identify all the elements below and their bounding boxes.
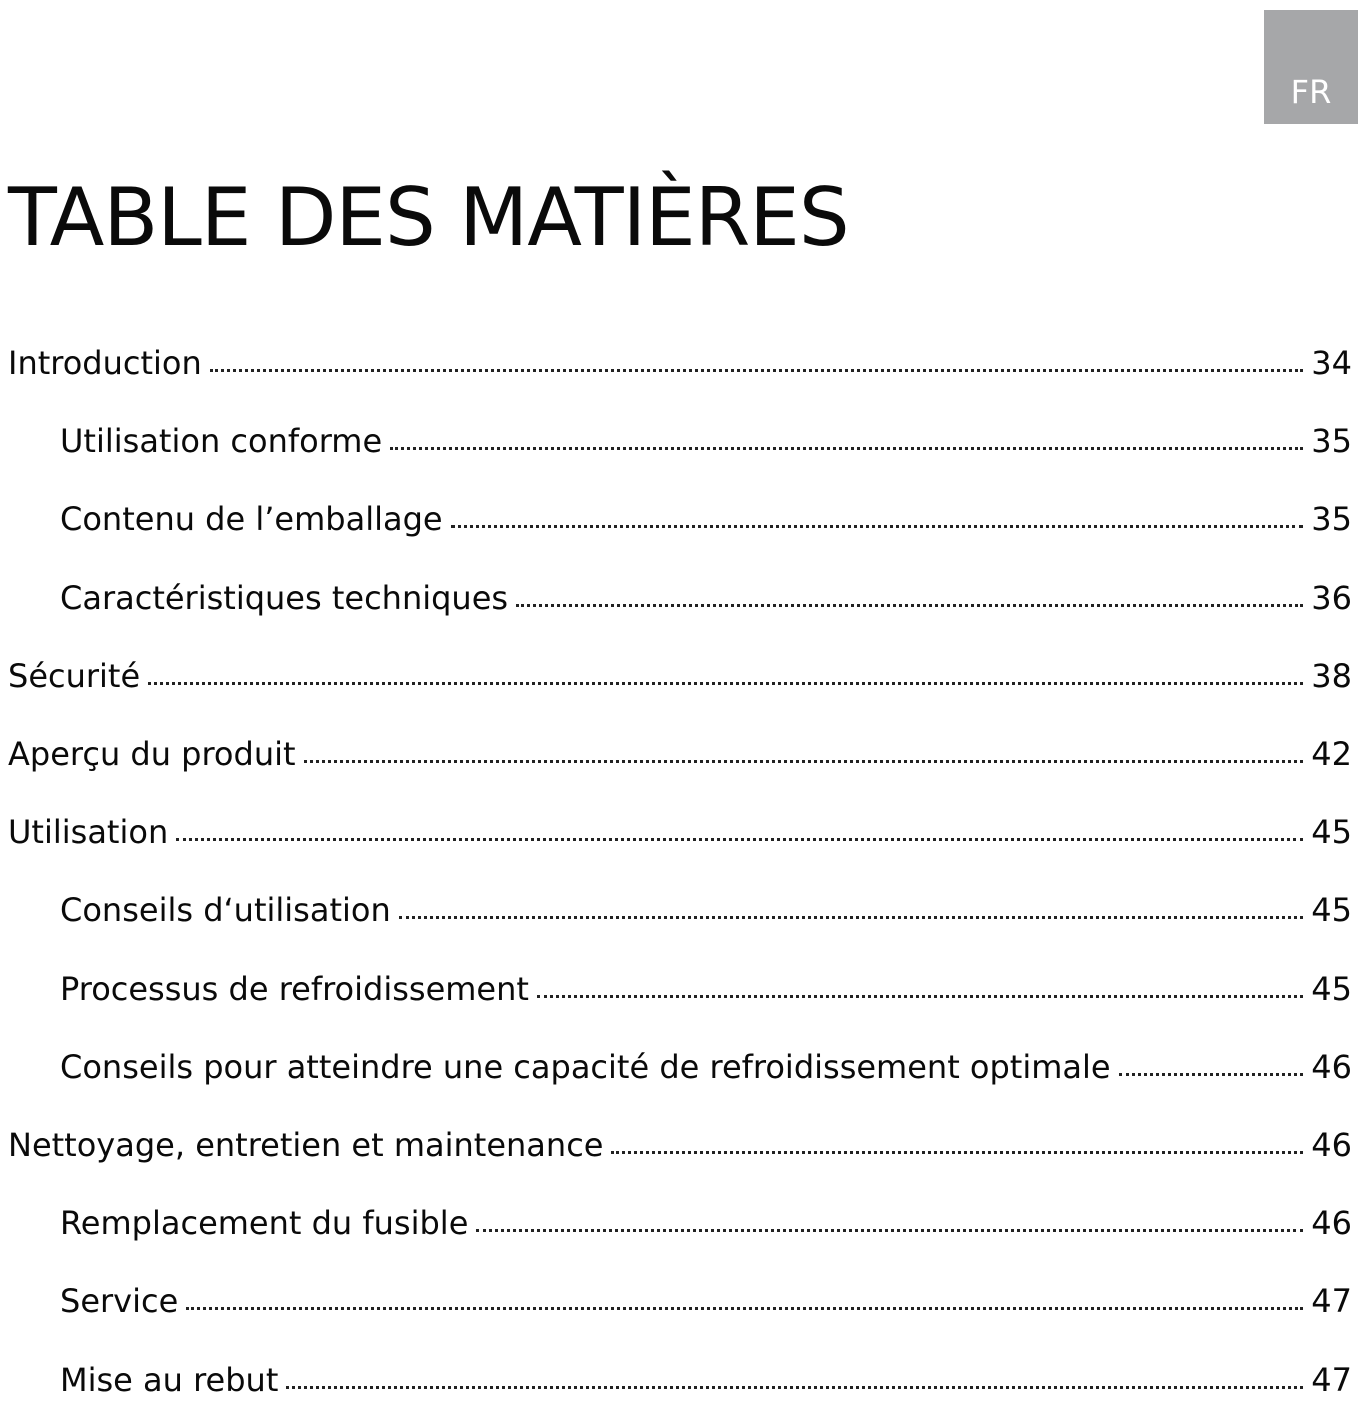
toc-entry-label: Remplacement du fusible bbox=[60, 1204, 469, 1243]
toc-entry-label: Sécurité bbox=[8, 656, 141, 695]
toc-leader-dots bbox=[537, 995, 1303, 998]
toc-entry[interactable] bbox=[0, 871, 1369, 949]
toc-leader-dots bbox=[286, 1386, 1303, 1389]
toc-leader-dots bbox=[1119, 1073, 1304, 1076]
toc-entry-page: 42 bbox=[1311, 735, 1352, 774]
toc-entry[interactable] bbox=[0, 324, 1369, 402]
toc-entry[interactable] bbox=[0, 715, 1369, 793]
toc-entry-page: 34 bbox=[1311, 344, 1352, 383]
toc-entry-page: 35 bbox=[1311, 422, 1352, 461]
toc-leader-dots bbox=[176, 838, 1303, 841]
toc-entry-page: 46 bbox=[1311, 1047, 1352, 1086]
toc-entry-label: Utilisation bbox=[8, 813, 169, 852]
toc-entry[interactable] bbox=[0, 402, 1369, 480]
toc-entry-page: 47 bbox=[1311, 1360, 1352, 1399]
toc-entry[interactable] bbox=[0, 559, 1369, 637]
toc-entry-page: 38 bbox=[1311, 656, 1352, 695]
toc-entry-label: Mise au rebut bbox=[60, 1360, 279, 1399]
toc-entry-label: Conseils d‘utilisation bbox=[60, 891, 391, 930]
toc-entry-label: Nettoyage, entretien et maintenance bbox=[8, 1125, 604, 1164]
toc-entry-page: 47 bbox=[1311, 1282, 1352, 1321]
toc-entry-page: 45 bbox=[1311, 969, 1352, 1008]
toc-leader-dots bbox=[210, 369, 1304, 372]
toc-entry-label: Caractéristiques techniques bbox=[60, 578, 509, 617]
toc-leader-dots bbox=[611, 1151, 1303, 1154]
toc-entry[interactable] bbox=[0, 480, 1369, 558]
toc-entry-page: 46 bbox=[1311, 1204, 1352, 1243]
toc-entry-label: Service bbox=[60, 1282, 179, 1321]
table-of-contents bbox=[0, 324, 1369, 1419]
toc-leader-dots bbox=[390, 447, 1303, 450]
toc-leader-dots bbox=[516, 604, 1303, 607]
toc-entry-page: 45 bbox=[1311, 891, 1352, 930]
toc-leader-dots bbox=[304, 760, 1304, 763]
toc-entry[interactable] bbox=[0, 1340, 1369, 1418]
toc-entry-label: Utilisation conforme bbox=[60, 422, 383, 461]
language-tab-label: FR bbox=[1290, 73, 1332, 111]
toc-leader-dots bbox=[186, 1307, 1303, 1310]
toc-entry-page: 36 bbox=[1311, 578, 1352, 617]
toc-entry-page: 46 bbox=[1311, 1125, 1352, 1164]
toc-leader-dots bbox=[451, 525, 1304, 528]
toc-entry-label: Conseils pour atteindre une capacité de refroidissement optimale bbox=[60, 1047, 1111, 1086]
toc-leader-dots bbox=[148, 682, 1303, 685]
toc-entry[interactable] bbox=[0, 793, 1369, 871]
language-tab bbox=[1264, 10, 1358, 124]
toc-entry-label: Contenu de l’emballage bbox=[60, 500, 443, 539]
toc-entry[interactable] bbox=[0, 1184, 1369, 1262]
toc-entry[interactable] bbox=[0, 1262, 1369, 1340]
toc-entry[interactable] bbox=[0, 637, 1369, 715]
toc-entry-label: Aperçu du produit bbox=[8, 735, 296, 774]
page-title: TABLE DES MATIÈRES bbox=[8, 171, 849, 264]
toc-leader-dots bbox=[476, 1229, 1303, 1232]
toc-leader-dots bbox=[399, 916, 1304, 919]
toc-entry-label: Introduction bbox=[8, 344, 202, 383]
toc-entry-page: 35 bbox=[1311, 500, 1352, 539]
toc-entry[interactable] bbox=[0, 1106, 1369, 1184]
toc-entry[interactable] bbox=[0, 950, 1369, 1028]
toc-entry[interactable] bbox=[0, 1028, 1369, 1106]
toc-entry-page: 45 bbox=[1311, 813, 1352, 852]
toc-entry-label: Processus de refroidissement bbox=[60, 969, 529, 1008]
